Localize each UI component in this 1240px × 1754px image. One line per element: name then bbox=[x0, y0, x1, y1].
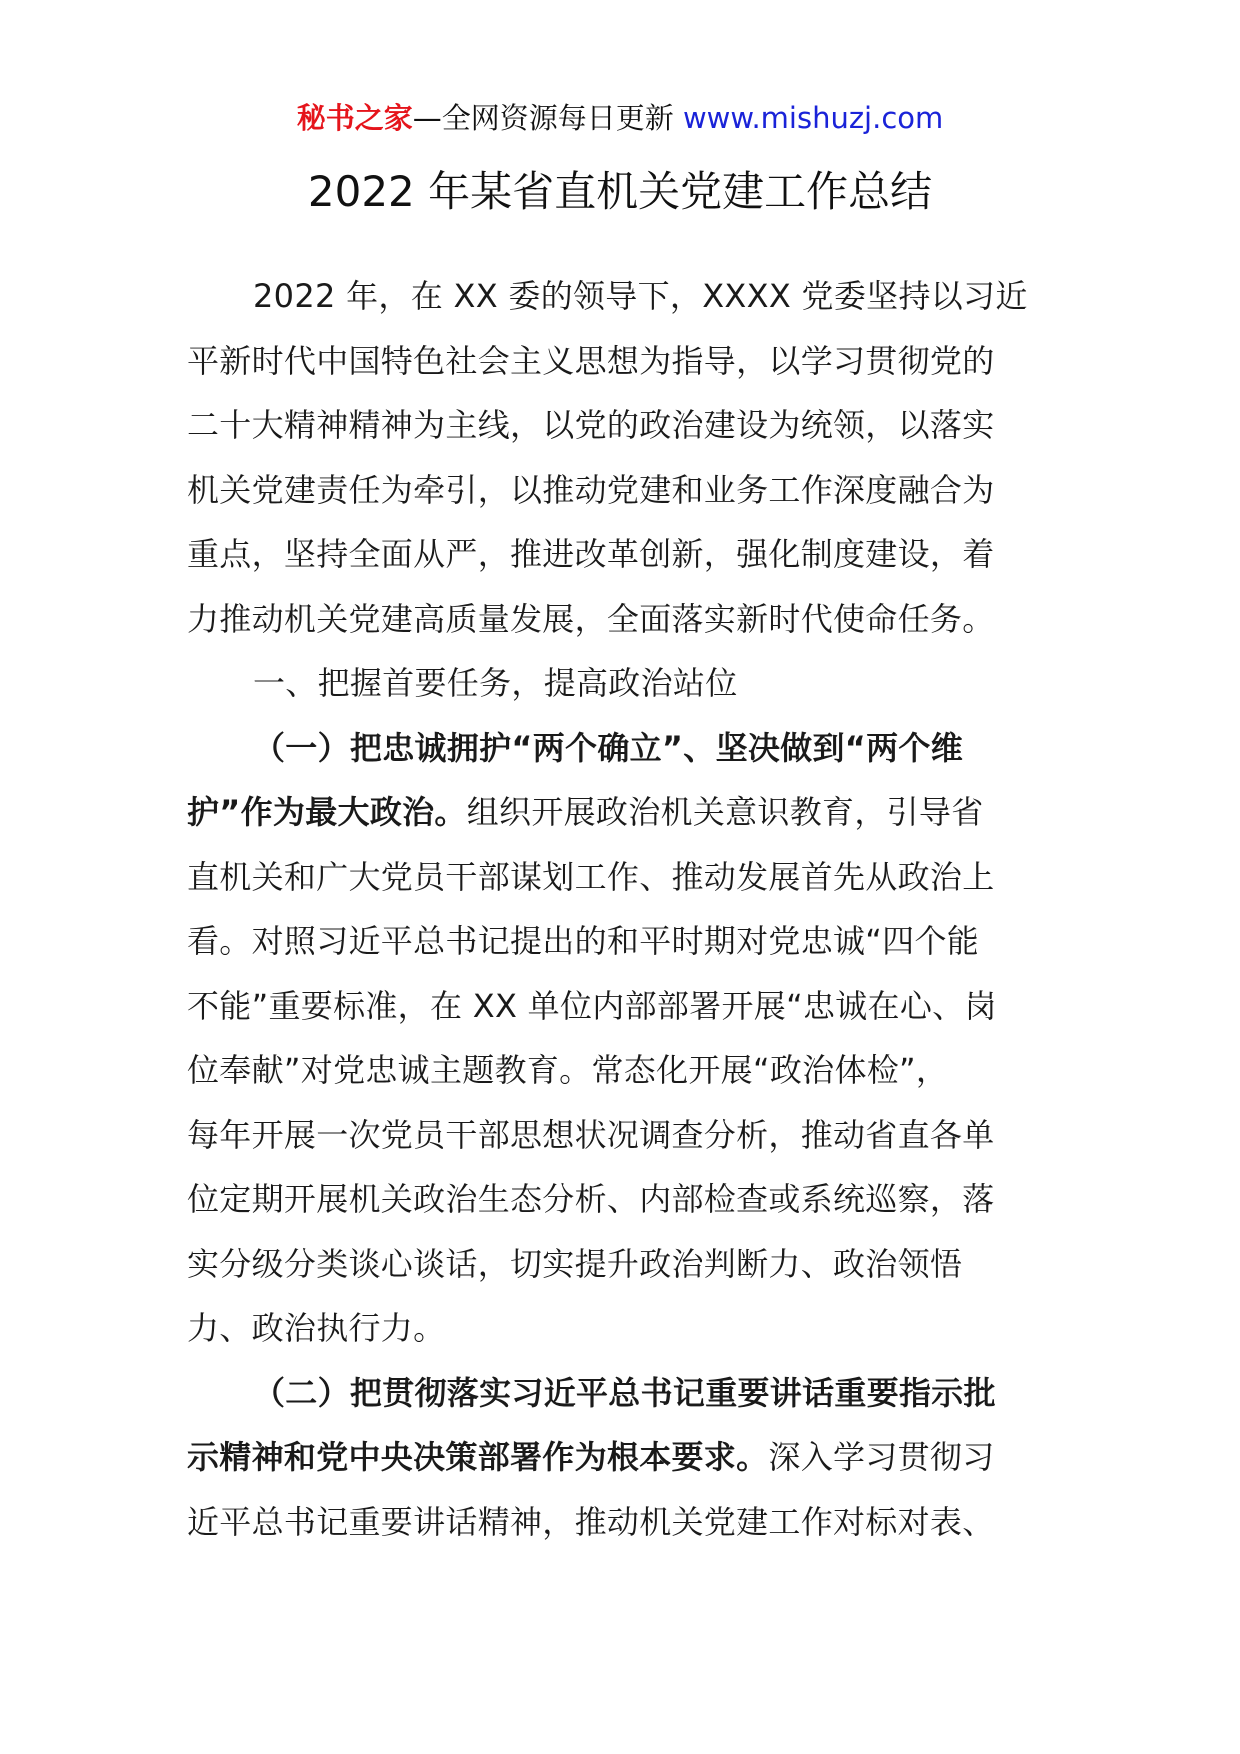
text-line bbox=[187, 780, 1053, 845]
text-line bbox=[187, 264, 1053, 329]
header-slogan: —全网资源每日更新 bbox=[412, 101, 674, 135]
body-text-segment: 每年开展一次党员干部思想状况调查分析，推动省直各单 bbox=[187, 1115, 995, 1154]
body-text-segment: 近平总书记重要讲话精神，推动机关党建工作对标对表、 bbox=[187, 1502, 995, 1541]
text-line bbox=[187, 1103, 1053, 1168]
text-line bbox=[187, 329, 1053, 394]
body-text-segment: 平新时代中国特色社会主义思想为指导，以学习贯彻党的 bbox=[187, 341, 995, 380]
body-text-segment: 深入学习贯彻习 bbox=[768, 1438, 995, 1476]
brand-name: 秘书之家 bbox=[296, 101, 413, 135]
body-text-segment: 机关党建责任为牵引，以推动党建和业务工作深度融合为 bbox=[187, 470, 995, 509]
body-text-segment: 2022 年，在 XX 委的领导下，XXXX 党委坚持以习近 bbox=[253, 277, 1028, 315]
text-line bbox=[187, 393, 1053, 458]
body-text-segment: 位奉献”对党忠诚主题教育。常态化开展“政治体检”， bbox=[187, 1051, 949, 1089]
bold-heading-text: （二）把贯彻落实习近平总书记重要讲话重要指示批 bbox=[253, 1373, 996, 1412]
text-line bbox=[187, 1296, 1053, 1361]
body-text-segment: 组织开展政治机关意识教育，引导省 bbox=[466, 793, 984, 831]
body-text-segment: 看。对照习近平总书记提出的和平时期对党忠诚“四个能 bbox=[187, 922, 980, 960]
bold-heading-text: 护”作为最大政治。 bbox=[187, 793, 467, 831]
body-text-segment: 实分级分类谈心谈话，切实提升政治判断力、政治领悟 bbox=[187, 1244, 963, 1283]
body-text-segment: 一、把握首要任务，提高政治站位 bbox=[253, 664, 738, 702]
site-header bbox=[0, 98, 1240, 138]
text-line bbox=[187, 716, 1053, 781]
body-text-segment: 力、政治执行力。 bbox=[187, 1309, 446, 1347]
body-text-segment: 位定期开展机关政治生态分析、内部检查或系统巡察，落 bbox=[187, 1180, 995, 1218]
bold-heading-text: （一）把忠诚拥护“两个确立”、坚决做到“两个维 bbox=[253, 728, 963, 767]
text-line bbox=[187, 909, 1053, 974]
text-line bbox=[187, 1232, 1053, 1297]
body-text-segment: 力推动机关党建高质量发展，全面落实新时代使命任务。 bbox=[187, 599, 995, 638]
document-body bbox=[187, 264, 1053, 1554]
text-line bbox=[187, 1425, 1053, 1490]
text-line bbox=[187, 974, 1053, 1039]
body-text-segment: 不能”重要标准，在 XX 单位内部部署开展“忠诚在心、岗 bbox=[187, 986, 997, 1025]
text-line bbox=[187, 522, 1053, 587]
body-text-segment: 二十大精神精神为主线，以党的政治建设为统领，以落实 bbox=[187, 406, 995, 444]
site-url-link[interactable]: www.mishuzj.com bbox=[682, 101, 944, 135]
text-line bbox=[187, 1167, 1053, 1232]
text-line bbox=[187, 1490, 1053, 1555]
document-title: 2022 年某省直机关党建工作总结 bbox=[307, 167, 933, 216]
text-line bbox=[187, 458, 1053, 523]
bold-heading-text: 示精神和党中央决策部署作为根本要求。 bbox=[187, 1438, 769, 1476]
text-line bbox=[187, 845, 1053, 910]
text-line bbox=[187, 1038, 1053, 1103]
body-text-segment: 重点，坚持全面从严，推进改革创新，强化制度建设，着 bbox=[187, 535, 995, 573]
text-line bbox=[187, 587, 1053, 652]
text-line bbox=[187, 651, 1053, 716]
body-text-segment: 直机关和广大党员干部谋划工作、推动发展首先从政治上 bbox=[187, 857, 995, 896]
text-line bbox=[187, 1361, 1053, 1426]
